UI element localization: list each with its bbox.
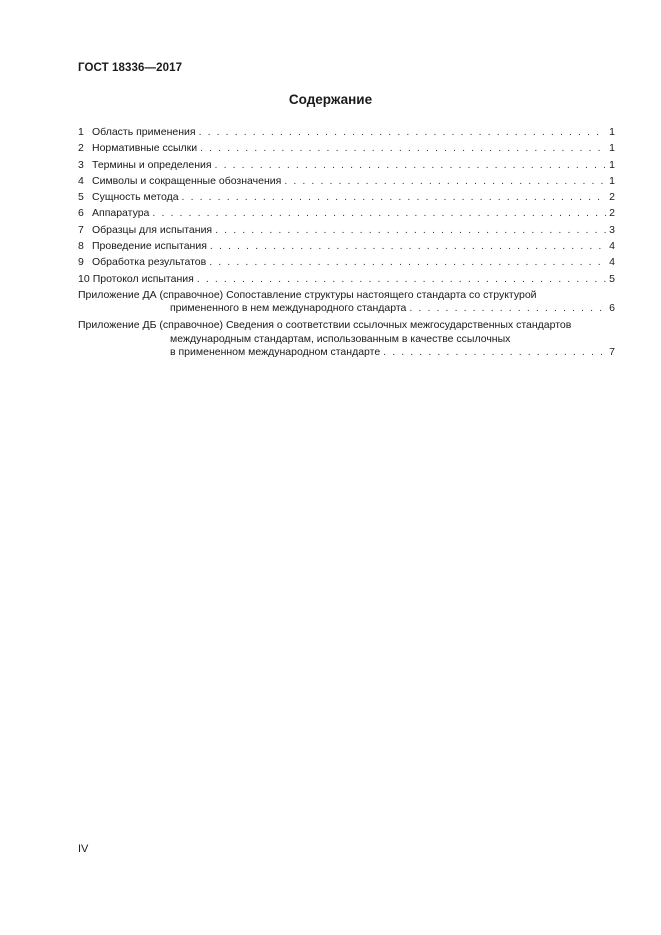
toc-entry-page: 1 xyxy=(609,174,615,187)
dot-leader xyxy=(199,124,606,140)
annex-entry[interactable] xyxy=(78,289,615,315)
annex-entry[interactable] xyxy=(78,319,615,359)
toc-entry[interactable] xyxy=(78,205,615,221)
toc-entry-page: 5 xyxy=(609,272,615,285)
toc-entry-page: 4 xyxy=(609,256,615,269)
dot-leader xyxy=(215,157,606,173)
toc-entry[interactable] xyxy=(78,173,615,189)
dot-leader xyxy=(215,222,606,238)
toc-entry-label: Аппаратура xyxy=(92,207,150,220)
toc-entry-number: 2 xyxy=(78,142,84,155)
toc-entry-number: 1 xyxy=(78,126,84,138)
page-number: IV xyxy=(78,843,89,855)
annex-entry-continuation xyxy=(78,346,615,359)
table-of-contents xyxy=(78,124,615,359)
toc-entry-page: 3 xyxy=(609,223,615,236)
annex-entry-title: Приложение ДБ (справочное) Сведения о соответствии ссылочных межгосударственных стандартов xyxy=(78,319,572,332)
toc-entry-label: Область применения xyxy=(92,126,196,138)
dot-leader xyxy=(152,205,606,221)
toc-entry-number: 8 xyxy=(78,240,84,253)
toc-entry-number: 7 xyxy=(78,223,84,236)
toc-entry[interactable] xyxy=(78,254,615,270)
toc-entry[interactable] xyxy=(78,222,615,238)
annex-entry-page: 7 xyxy=(609,345,615,358)
toc-entry-number: 6 xyxy=(78,207,84,220)
toc-entry-label: Сущность метода xyxy=(92,191,179,204)
toc-entry-number: 10 xyxy=(78,272,90,285)
dot-leader xyxy=(210,238,606,254)
dot-leader xyxy=(383,346,606,359)
toc-entry-page: 2 xyxy=(609,191,615,204)
toc-entry-label: Образцы для испытания xyxy=(92,223,213,236)
dot-leader xyxy=(209,254,606,270)
toc-entry-number: 3 xyxy=(78,158,84,171)
toc-entry-label: Термины и определения xyxy=(92,158,212,171)
toc-entry-number: 4 xyxy=(78,174,84,187)
toc-entry-number: 5 xyxy=(78,191,84,204)
toc-entry-label: Протокол испытания xyxy=(92,272,194,285)
dot-leader xyxy=(197,271,606,287)
dot-leader xyxy=(409,302,606,315)
toc-entry-page: 4 xyxy=(609,240,615,253)
toc-entry[interactable] xyxy=(78,124,615,140)
annex-entry-title: Приложение ДА (справочное) Сопоставление структуры настоящего стандарта со структурой xyxy=(78,288,537,301)
toc-entry-label: Нормативные ссылки xyxy=(92,142,198,155)
toc-entry-number: 9 xyxy=(78,256,84,269)
document-id: ГОСТ 18336—2017 xyxy=(78,62,183,74)
annex-entry-line: международным стандартам, использованным в качестве ссылочных xyxy=(170,332,511,345)
toc-entry-page: 1 xyxy=(609,158,615,171)
toc-entry-label: Обработка результатов xyxy=(92,256,207,269)
toc-entry[interactable] xyxy=(78,238,615,254)
annex-entry-label: в примененном международном стандарте xyxy=(170,345,381,358)
toc-entry-page: 1 xyxy=(609,142,615,155)
annex-entry-page: 6 xyxy=(609,302,615,315)
toc-entry[interactable] xyxy=(78,271,615,287)
annex-entry-continuation xyxy=(78,302,615,315)
toc-entry[interactable] xyxy=(78,157,615,173)
toc-entry-page: 1 xyxy=(609,126,615,138)
contents-title: Содержание xyxy=(288,92,373,107)
dot-leader xyxy=(200,140,606,156)
dot-leader xyxy=(182,189,606,205)
dot-leader xyxy=(284,173,606,189)
annex-entry-label: примененного в нем международного стандарта xyxy=(170,302,407,315)
toc-entry-label: Символы и сокращенные обозначения xyxy=(92,174,282,187)
toc-entry-label: Проведение испытания xyxy=(92,240,207,253)
toc-entry[interactable] xyxy=(78,189,615,205)
toc-entry-page: 2 xyxy=(609,207,615,220)
toc-entry[interactable] xyxy=(78,140,615,156)
